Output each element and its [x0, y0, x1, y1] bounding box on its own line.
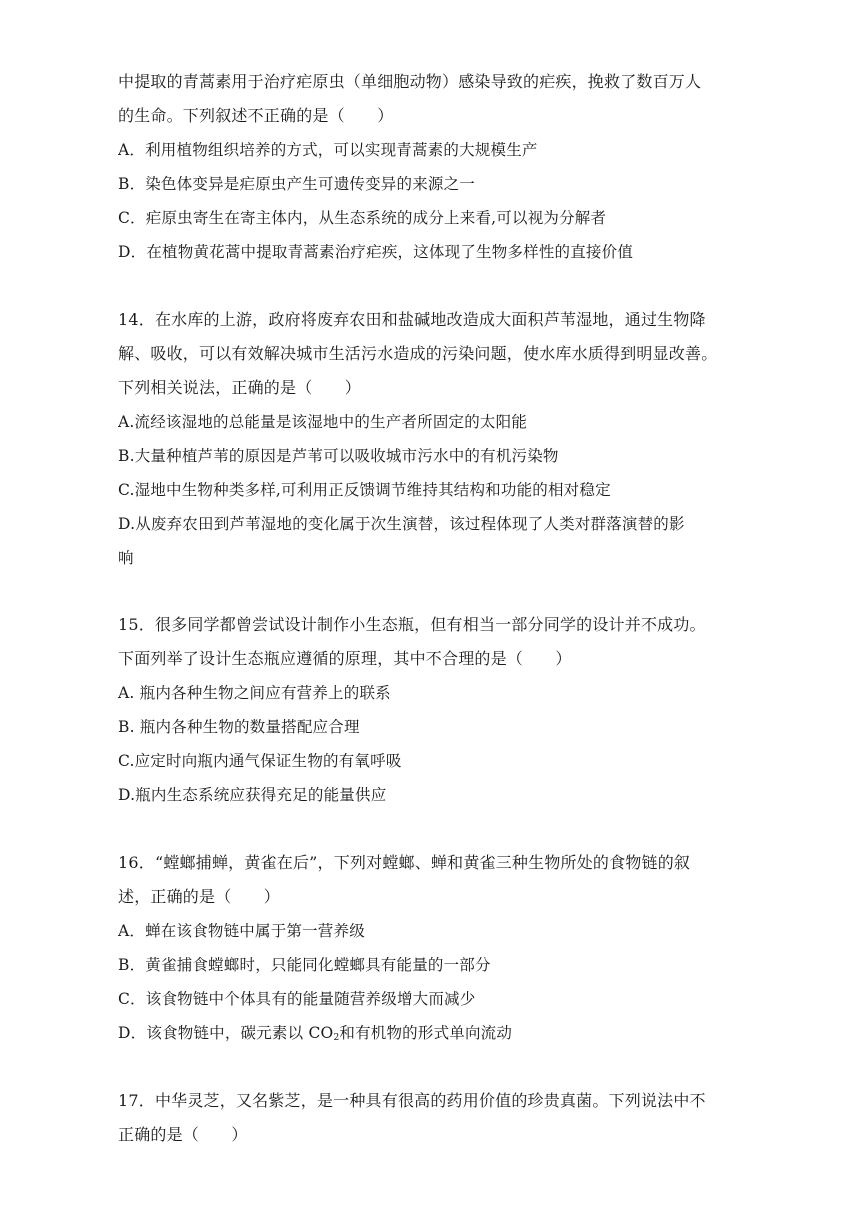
q13-option-d: D．在植物黄花蒿中提取青蒿素治疗疟疾，这体现了生物多样性的直接价值 — [118, 243, 634, 261]
q13-stem-line-1: 中提取的青蒿素用于治疗疟原虫（单细胞动物）感染导致的疟疾，挽救了数百万人 — [118, 72, 702, 91]
q14-option-b: B.大量种植芦苇的原因是芦苇可以吸收城市污水中的有机污染物 — [118, 447, 559, 465]
q14-option-d: D.从废弃农田到芦苇湿地的变化属于次生演替，该过程体现了人类对群落演替的影 — [118, 515, 685, 533]
q15-stem-line-2: 下面列举了设计生态瓶应遵循的原理，其中不合理的是（ ） — [118, 649, 572, 668]
q15-stem-line-1: 15．很多同学都曾尝试设计制作小生态瓶，但有相当一部分同学的设计并不成功。 — [118, 615, 706, 634]
q16-option-d — [118, 1022, 512, 1044]
q16-option-d-text-before: D．该食物链中，碳元素以 CO — [118, 1024, 334, 1042]
q14-stem-line-3: 下列相关说法，正确的是（ ） — [118, 378, 362, 397]
q14-stem-line-1: 14．在水库的上游，政府将废弃农田和盐碱地改造成大面积芦苇湿地，通过生物降 — [118, 310, 706, 329]
q13-stem-line-2: 的生命。下列叙述不正确的是（ ） — [118, 106, 394, 125]
q16-stem-line-2: 述，正确的是（ ） — [118, 887, 281, 906]
q15-option-b: B. 瓶内各种生物的数量搭配应合理 — [118, 718, 360, 736]
q16-option-d-text-after: 和有机物的形式单向流动 — [339, 1024, 513, 1042]
q14-option-a: A.流经该湿地的总能量是该湿地中的生产者所固定的太阳能 — [118, 413, 528, 431]
q15-option-c: C.应定时向瓶内通气保证生物的有氧呼吸 — [118, 752, 402, 770]
q16-option-c: C．该食物链中个体具有的能量随营养级增大而减少 — [118, 990, 476, 1008]
q14-option-d-continued: 响 — [118, 549, 134, 567]
q16-option-a: A．蝉在该食物链中属于第一营养级 — [118, 922, 365, 940]
q15-option-a: A. 瓶内各种生物之间应有营养上的联系 — [118, 684, 391, 702]
q17-stem-line-1: 17．中华灵芝，又名紫芝，是一种具有很高的药用价值的珍贵真菌。下列说法中不 — [118, 1091, 706, 1110]
q16-option-b: B．黄雀捕食螳螂时，只能同化螳螂具有能量的一部分 — [118, 956, 491, 974]
q13-option-b: B．染色体变异是疟原虫产生可遗传变异的来源之一 — [118, 175, 475, 193]
q15-option-d: D.瓶内生态系统应获得充足的能量供应 — [118, 786, 387, 804]
q14-option-c: C.湿地中生物种类多样,可利用正反馈调节维持其结构和功能的相对稳定 — [118, 481, 611, 499]
q16-option-d-subscript: 2 — [333, 1033, 340, 1043]
q16-stem-line-1: 16．“螳螂捕蝉，黄雀在后”，下列对螳螂、蝉和黄雀三种生物所处的食物链的叙 — [118, 853, 691, 872]
q13-option-a: A．利用植物组织培养的方式，可以实现青蒿素的大规模生产 — [118, 141, 538, 159]
q13-option-c: C．疟原虫寄生在寄主体内，从生态系统的成分上来看,可以视为分解者 — [118, 209, 607, 227]
q17-stem-line-2: 正确的是（ ） — [118, 1125, 248, 1144]
q14-stem-line-2: 解、吸收，可以有效解决城市生活污水造成的污染问题，使水库水质得到明显改善。 — [118, 344, 718, 363]
